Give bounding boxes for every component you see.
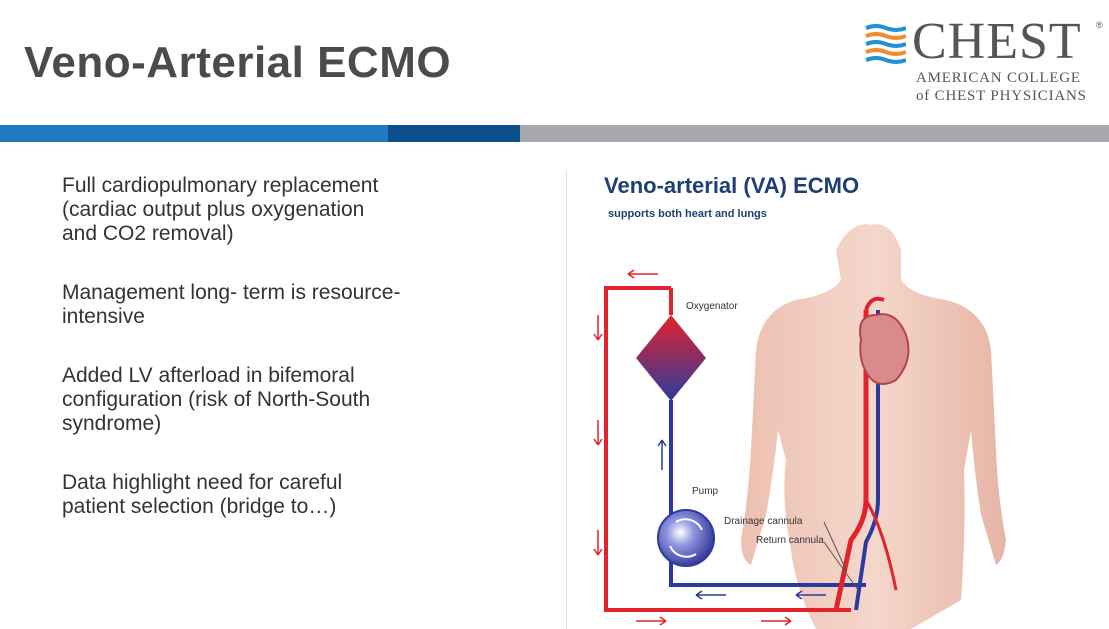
logo-subtitle-2: of CHEST PHYSICIANS	[916, 88, 1087, 104]
figure-title: Veno-arterial (VA) ECMO	[604, 173, 860, 198]
bullet-list	[62, 174, 402, 554]
pump-label: Pump	[692, 486, 719, 497]
logo-name: CHEST	[912, 13, 1082, 70]
logo-subtitle-1: AMERICAN COLLEGE	[916, 70, 1081, 86]
ecmo-figure	[566, 170, 1109, 629]
chest-logo-icon	[862, 22, 906, 66]
bullet-item: Data highlight need for careful patient selection (bridge to…)	[62, 471, 343, 518]
chest-logo	[860, 13, 1105, 108]
body-silhouette	[741, 224, 1006, 629]
oxygenator-icon	[636, 315, 706, 401]
return-cannula-label: Return cannula	[756, 535, 824, 546]
ecmo-illustration	[566, 170, 1109, 629]
bullet-item: Added LV afterload in bifemoral configuration (risk of North-South syndrome)	[62, 364, 371, 435]
logo-registered: ®	[1096, 20, 1103, 30]
header-bar-blue	[0, 125, 388, 142]
figure-subtitle: supports both heart and lungs	[608, 208, 767, 220]
header-bar-darkblue	[388, 125, 520, 142]
oxygenator-label: Oxygenator	[686, 301, 738, 312]
slide-title: Veno-Arterial ECMO	[24, 38, 452, 87]
bullet-item: Management long- term is resource-intensive	[62, 281, 401, 328]
drainage-cannula-label: Drainage cannula	[724, 516, 803, 527]
header-bar-gray	[520, 125, 1109, 142]
bullet-item: Full cardiopulmonary replacement (cardiac output plus oxygenation and CO2 removal)	[62, 174, 379, 245]
